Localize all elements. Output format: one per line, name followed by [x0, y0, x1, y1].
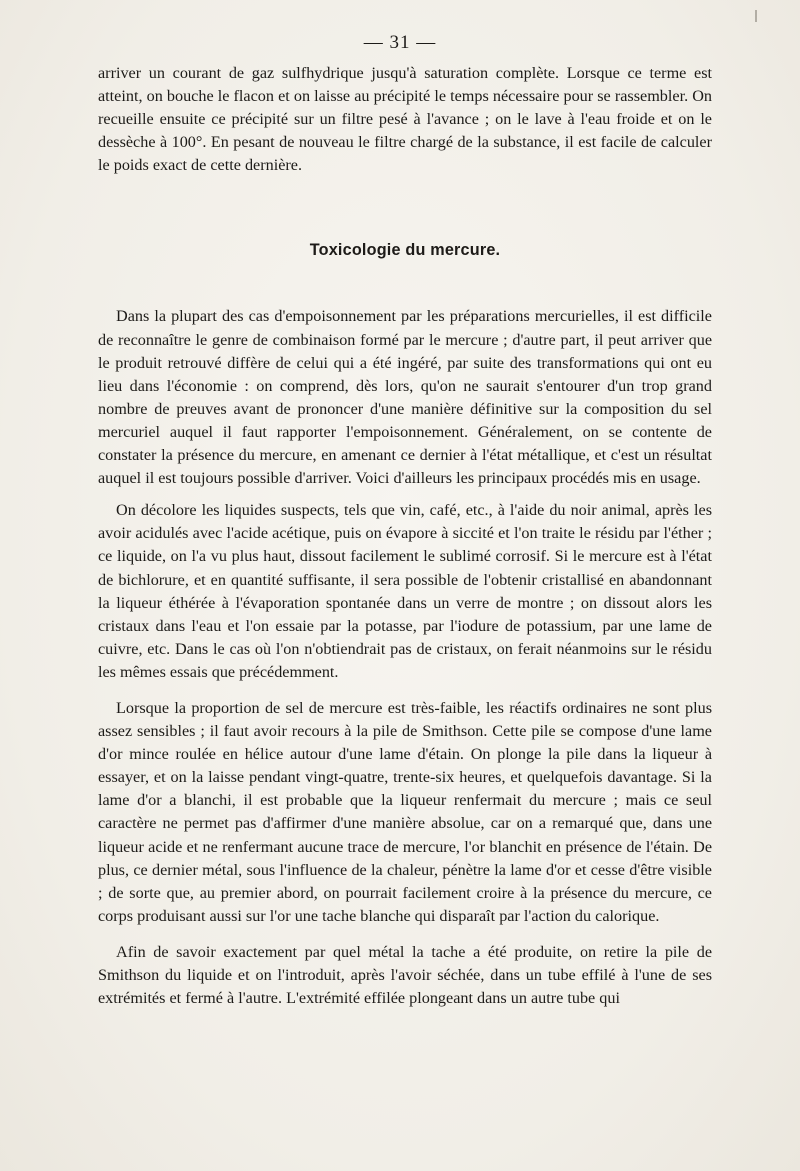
paragraph: On décolore les liquides suspects, tels que vin, café, etc., à l'aide du noir animal, après les avoir acidulés avec l'acide acétique, puis on évapore à siccité et l'on traite le résidu par l'éther ; ce liquide, on l'a vu plus haut, dissout facilement le sublimé corrosif. Si le mercure est à l'état de bichlorure, et en quantité suffisante, il sera possible de l'obtenir cristallisé en abandonnant la liqueur éthérée à l'évaporation spontanée dans un verre de montre ; on dissout alors les cristaux dans l'eau et l'on essaie par la potasse, par l'iodure de potassium, par une lame de cuivre, etc. Dans le cas où l'on n'obtiendrait pas de cristaux, on ferait néanmoins sur le résidu les mêmes essais que précédemment. — [98, 501, 712, 681]
intro-paragraph: arriver un courant de gaz sulfhydrique jusqu'à saturation complète. Lorsque ce terme est atteint, on bouche le flacon et on laisse au précipité le temps nécessaire pour se rassembler. On recueille ensuite ce précipité sur un filtre pesé à l'avance ; on le lave à l'eau froide et on le dessèche à 100°. En pesant de nouveau le filtre chargé de la substance, il est facile de calculer le poids exact de cette dernière. — [98, 64, 712, 175]
paragraph: Lorsque la proportion de sel de mercure est très-faible, les réactifs ordinaires ne sont plus assez sensibles ; il faut avoir recours à la pile de Smithson. Cette pile se compose d'une lame d'or mince roulée en hélice autour d'une lame d'étain. On plonge la pile dans la liqueur à essayer, et on la laisse pendant vingt-quatre, trente-six heures, et quelquefois davantage. Si la lame d'or a blanchi, il est probable que la liqueur renfermait du mercure ; mais ce seul caractère ne permet pas d'affirmer d'une manière absolue, car on a remarqué que, dans une liqueur acide et ne renfermant aucune trace de mercure, l'or blanchit en présence de l'étain. De plus, ce dernier métal, sous l'influence de la chaleur, pénètre la lame d'or et cesse d'être visible ; de sorte que, au premier abord, on pourrait facilement croire à la présence du mercure, ce corps produisant aussi sur l'or une tache blanche qui disparaît par l'action du calorique. — [98, 698, 712, 925]
paragraph: Afin de savoir exactement par quel métal la tache a été produite, on retire la pile de Smithson du liquide et on l'introduit, après l'avoir séchée, dans un tube effilé à l'une de ses extrémités et fermé à l'autre. L'extrémité effilée plongeant dans un autre tube qui — [98, 942, 712, 1008]
section-title: Toxicologie du mercure. — [309, 241, 501, 260]
paragraph: Dans la plupart des cas d'empoisonnement par les préparations mercurielles, il est difficile de reconnaître le genre de combinaison formé par le mercure ; d'autre part, il peut arriver que le produit retrouvé diffère de celui qui a été ingéré, par suite des transformations qui ont eu lieu dans l'économie : on comprend, dès lors, qu'on ne saurait s'entourer d'un trop grand nombre de preuves avant de prononcer d'une manière définitive sur la composition du sel mercuriel auquel il faut rapporter l'empoisonnement. Généralement, on se contente de constater la présence du mercure, en amenant ce dernier à l'état métallique, et c'est un résultat auquel il est toujours possible d'arriver. Voici d'ailleurs les principaux procédés mis en usage. — [98, 307, 712, 488]
margin-mark — [755, 10, 757, 22]
page-number: — 31 — — [363, 32, 437, 53]
page-body — [98, 62, 712, 1010]
